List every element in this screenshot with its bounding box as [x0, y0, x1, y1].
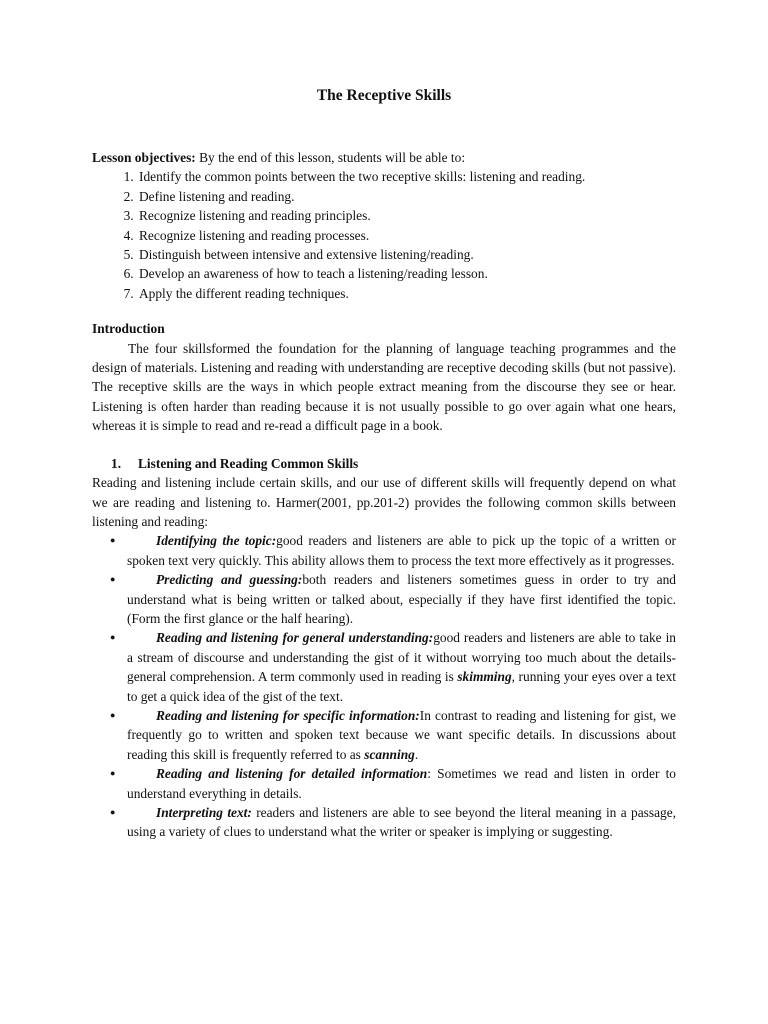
objectives-list	[92, 167, 676, 303]
bullet-icon: ●	[110, 535, 116, 546]
objectives-label: Lesson objectives:	[92, 150, 196, 165]
objective-item: 3. Recognize listening and reading principles.	[137, 206, 676, 225]
bullet-icon: ●	[110, 768, 116, 779]
introduction-heading: Introduction	[92, 321, 165, 337]
document-body	[92, 148, 676, 842]
skill-text-tail: .	[414, 746, 419, 762]
list-item	[92, 531, 676, 570]
skill-keyword: scanning	[364, 746, 415, 762]
bullet-icon: ●	[110, 574, 116, 585]
skill-term: Interpreting text:	[156, 805, 252, 820]
section-1-number: 1.	[111, 455, 122, 471]
list-item	[92, 764, 676, 803]
skill-term: Reading and listening for detailed information	[156, 766, 428, 782]
list-item	[92, 628, 676, 706]
objective-item: 1. Identify the common points between the two receptive skills: listening and reading.	[137, 167, 676, 186]
skill-text: In contrast to reading and listening for gist, we frequently go to written and spoken text because we want specific details. In discussions about reading this skill is frequently referred to as	[127, 707, 676, 762]
skill-term: Predicting and guessing:	[156, 572, 303, 588]
skill-text-tail: , running your eyes over a text to get a quick idea of the gist of the text.	[127, 669, 676, 704]
bullet-icon: ●	[110, 632, 116, 643]
list-item	[92, 803, 676, 842]
skill-text: good readers and listeners are able to pick up the topic of a written or spoken text very quickly. This ability allows them to process the text more effectively as it progresses.	[127, 533, 676, 568]
skill-text: : Sometimes we read and listen in order to understand everything in details.	[127, 766, 676, 801]
skill-text: both readers and listeners sometimes guess in order to try and understand what is being written or talked about, especially if they have first identified the topic. (Form the first glance or the half hearing).	[127, 572, 676, 626]
introduction-paragraph: The four skillsformed the foundation for the planning of language teaching programmes and the design of materials. Listening and reading with understanding are receptive decoding skills (but not passive). The receptive skills are the ways in which people extract meaning from the discourse they see or hear. Listening is often harder than reading because it is not usually possible to go over again what one hears, whereas it is simple to read and re-read a difficult page in a book.	[92, 340, 676, 434]
list-item	[92, 570, 676, 628]
skill-term: Identifying the topic:	[156, 533, 277, 549]
section-1-heading	[92, 454, 676, 473]
bullet-icon: ●	[110, 807, 116, 817]
skill-keyword: skimming	[457, 669, 512, 685]
section-1-paragraph: Reading and listening include certain skills, and our use of different skills will frequently depend on what we are reading and listening to. Harmer(2001, pp.201-2) provides the following common skills between listening and reading:	[92, 475, 676, 529]
objective-item: 6. Develop an awareness of how to teach a listening/reading lesson.	[137, 264, 676, 283]
bullet-icon: ●	[110, 709, 116, 720]
objective-item: 7. Apply the different reading techniques.	[137, 284, 676, 303]
skill-text: good readers and listeners are able to take in a stream of discourse and understanding the gist of it without worrying too much about the details- general comprehension. A term commonly used in reading is	[127, 630, 676, 685]
objective-item: 2. Define listening and reading.	[137, 187, 676, 206]
section-1-title: Listening and Reading Common Skills	[138, 455, 359, 471]
list-item	[92, 706, 676, 764]
objective-item: 4. Recognize listening and reading processes.	[137, 226, 676, 245]
page-title: The Receptive Skills	[316, 87, 452, 104]
skill-term: Reading and listening for general understanding:	[156, 630, 434, 646]
skills-list	[92, 531, 676, 842]
skill-term: Reading and listening for specific information:	[156, 707, 420, 723]
objectives-intro	[92, 148, 676, 167]
skill-text: readers and listeners are able to see beyond the literal meaning in a passage, using a variety of clues to understand what the writer or speaker is implying or suggesting.	[127, 805, 676, 840]
objectives-intro-text: By the end of this lesson, students will be able to:	[195, 150, 466, 165]
objective-item: 5. Distinguish between intensive and extensive listening/reading.	[137, 245, 676, 264]
